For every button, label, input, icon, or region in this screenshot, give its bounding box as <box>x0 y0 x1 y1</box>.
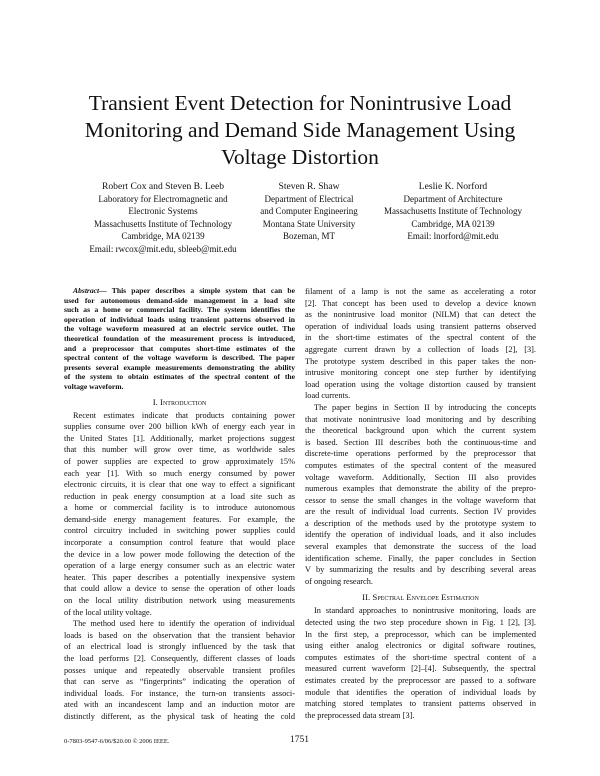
abstract <box>64 286 295 392</box>
paragraph <box>305 286 536 402</box>
text-line: identification scheme. Finally, the paper concludes in Section <box>305 553 536 563</box>
author-block-norford <box>374 180 532 243</box>
text-line: Abstract— This paper describes a simple system that can be <box>73 286 295 295</box>
text-line: is based. Section III describes both the continuous-time and <box>305 437 536 447</box>
text-line: [2]. That concept has been used to develop a device known <box>305 298 536 308</box>
text-line: the device in a low power mode following the detection of the <box>64 549 295 559</box>
text-line: electronic circuits, it is clear that one way to effect a significant <box>64 480 295 490</box>
section-heading: I. Introduction <box>152 396 207 407</box>
text-line: of the local utility voltage. <box>64 607 152 617</box>
text-line: that could allow a device to sense the operation of other loads <box>64 584 295 594</box>
author-block-cox-leeb <box>84 180 242 255</box>
text-line: supplies consume over 200 billion kWh of energy each year in <box>64 422 295 432</box>
text-line: operation of individual loads using transient patterns observed in <box>64 314 295 324</box>
text-line: the load performs [2]. Consequently, different classes of loads <box>64 654 295 663</box>
affiliation-line: Department of Architecture <box>403 194 503 204</box>
paragraph <box>305 402 536 588</box>
text-line: filament of a lamp is not the same as accelerating a rotor <box>305 287 536 296</box>
text-line: on the local utility distribution network using measurements <box>64 596 295 606</box>
text-line: a description of the methods used by the prototype system to <box>305 518 536 528</box>
author-block-shaw <box>247 180 371 243</box>
paper-title <box>40 90 560 171</box>
section-heading: II. Spectral Envelope Estimation <box>362 592 479 603</box>
text-line: module that identifies the operation of individual loads by <box>305 687 536 697</box>
abstract-label: Abstract— <box>73 286 107 295</box>
right-column <box>305 286 536 721</box>
text-line: used for autonomous demand-side management in a load site <box>64 295 295 305</box>
text-line: V by summarizing the results and by describing several areas <box>305 565 536 575</box>
page-number: 1751 <box>290 735 309 745</box>
affiliation-line: Department of Electrical <box>264 194 354 204</box>
text-line: aggregate current drawn by a collection of loads [2], [3]. <box>305 344 536 354</box>
affiliation-line: Montana State University <box>262 218 356 229</box>
paragraph <box>64 618 295 722</box>
author-email: Email: rwcox@mit.edu, sbleeb@mit.edu <box>89 243 237 254</box>
text-line: presents several example measurements demonstrating the ability <box>64 362 295 372</box>
text-line: intrusive monitoring concept one step further by identifying <box>305 368 536 378</box>
text-line: that motivate nonintrusive load monitoring and by describing <box>305 414 536 424</box>
text-line: the voltage waveform measured at an electric service outlet. The <box>64 324 295 334</box>
text-line: measured current waveform [2]–[4]. Subsequently, the spectral <box>305 664 536 674</box>
text-line: incorporate a consumption control feature that would place <box>64 538 295 548</box>
text-line: ated with an incandescent lamp and an induction motor are <box>64 700 295 710</box>
author-name: Leslie K. Norford <box>418 181 488 192</box>
text-line: in the short-time estimates of the spectral content of the <box>305 333 536 343</box>
affiliation-line: Laboratory for Electromagnetic and <box>98 194 228 204</box>
text-line: The paper begins in Section II by introducing the concepts <box>314 402 536 412</box>
text-line: The prototype system described in this paper takes the non- <box>305 356 536 366</box>
author-name: Steven R. Shaw <box>278 181 340 192</box>
text-line: computes estimates of the short-time spectral content of a <box>305 652 536 662</box>
text-line: spectral content of the voltage waveform is described. The paper <box>64 353 295 363</box>
text-line: and a preprocessor that computes short-time estimates of the <box>64 343 295 353</box>
text-line: posses unique and repeatedly observable transient profiles <box>64 665 295 675</box>
author-name: Robert Cox and Steven B. Leeb <box>101 181 225 192</box>
text-line: Recent estimates indicate that products containing power <box>73 410 295 420</box>
text-line: load currents. <box>305 391 351 401</box>
copyright-notice: 0-7803-9547-6/06/$20.00 © 2006 IEEE. <box>64 738 170 745</box>
text-line: voltage waveform. <box>64 381 124 391</box>
text-line: cessor to sense the small changes in the voltage waveform that <box>305 495 536 505</box>
text-line: identify the operation of individual loads, and it also includes <box>305 530 536 540</box>
paragraph <box>64 410 295 619</box>
affiliation-line: Cambridge, MA 02139 <box>411 218 495 229</box>
text-line: load operation using the voltage distortion caused by transient <box>305 379 536 389</box>
text-line: matching stored templates to transient patterns observed in <box>305 699 536 709</box>
title-line: Voltage Distortion <box>221 145 379 169</box>
text-line: the theoretical background upon which the current system <box>305 426 536 436</box>
text-line: operation of individual loads using transient patterns observed <box>305 321 536 331</box>
text-line: distinctly different, as the physical task of heating the cold <box>64 711 295 721</box>
affiliation-line: and Computer Engineering <box>260 206 358 217</box>
text-line: individual loads. For instance, the turn-on transients associ- <box>64 688 295 698</box>
text-line: the preprocessed data stream [3]. <box>305 710 415 720</box>
text-line: several examples that demonstrate the success of the load <box>305 542 536 552</box>
paragraph <box>305 605 536 721</box>
text-line: estimates created by the preprocessor are passed to a software <box>305 676 536 685</box>
text-line: of the system to obtain estimates of the spectral content of the <box>64 372 295 382</box>
affiliation-line: Massachusetts Institute of Technology <box>94 218 232 229</box>
text-line: discrete-time operations performed by the preprocessor that <box>305 449 536 459</box>
text-line: The method used here to identify the operation of individual <box>73 619 295 629</box>
text-line: In standard approaches to nonintrusive monitoring, loads are <box>314 606 536 616</box>
text-line: of an electrical load is strongly influenced by the task that <box>64 642 295 652</box>
author-email: Email: lnorford@mit.edu <box>407 231 499 242</box>
text-line: such as a home or commercial facility. The system identifies the <box>64 305 295 315</box>
affiliation-line: Massachusetts Institute of Technology <box>384 206 522 217</box>
text-line: that this number will grow over time, as worldwide sales <box>64 445 295 455</box>
text-line: that can serve as “fingerprints” indicating the operation of <box>64 677 295 687</box>
text-line: heater. This paper describes a potentially inexpensive system <box>64 572 295 582</box>
text-line: operation of a large energy consumer such as an electric water <box>64 561 295 571</box>
text-line: loads is based on the observation that the transient behavior <box>64 630 295 640</box>
affiliation-line: Bozeman, MT <box>283 231 335 242</box>
text-line: the United States [1]. Additionally, market projections suggest <box>64 433 295 443</box>
text-line: numerous examples that demonstrate the ability of the prepro- <box>305 484 536 494</box>
text-line: voltage waveform. Additionally, Section III also provides <box>305 472 536 482</box>
text-line: of power supplies are expected to grow approximately 15% <box>64 456 295 466</box>
text-line: of ongoing research. <box>305 576 373 586</box>
text-line: demand-side energy management features. For example, the <box>64 514 295 524</box>
text-line: are the result of individual load currents. Section IV provides <box>305 507 536 517</box>
text-line: In the first step, a preprocessor, which can be implemented <box>305 629 536 639</box>
text-line: a home or commercial facility is to introduce autonomous <box>64 503 295 513</box>
affiliation-line: Cambridge, MA 02139 <box>121 231 205 242</box>
text-line: reduction in peak energy consumption at a load site such as <box>64 491 295 501</box>
text-line: theoretical foundation of the measurement process is introduced, <box>64 333 295 343</box>
text-line: detected using the two step procedure shown in Fig. 1 [2], [3]. <box>305 618 536 628</box>
text-line: control circuitry included in switching power supplies could <box>64 526 295 536</box>
text-line: each year [1]. With so much energy consumed by power <box>64 468 295 478</box>
text-line: computes estimates of the spectral content of the measured <box>305 460 536 470</box>
left-column <box>64 286 295 723</box>
text-line: using either analog electronics or digital software routines, <box>305 641 536 651</box>
text-line: as the nonintrusive load monitor (NILM) that can detect the <box>305 310 536 320</box>
title-line: Monitoring and Demand Side Management Using <box>84 118 516 142</box>
title-line: Transient Event Detection for Nonintrusive Load <box>88 91 512 115</box>
affiliation-line: Electronic Systems <box>128 206 198 217</box>
